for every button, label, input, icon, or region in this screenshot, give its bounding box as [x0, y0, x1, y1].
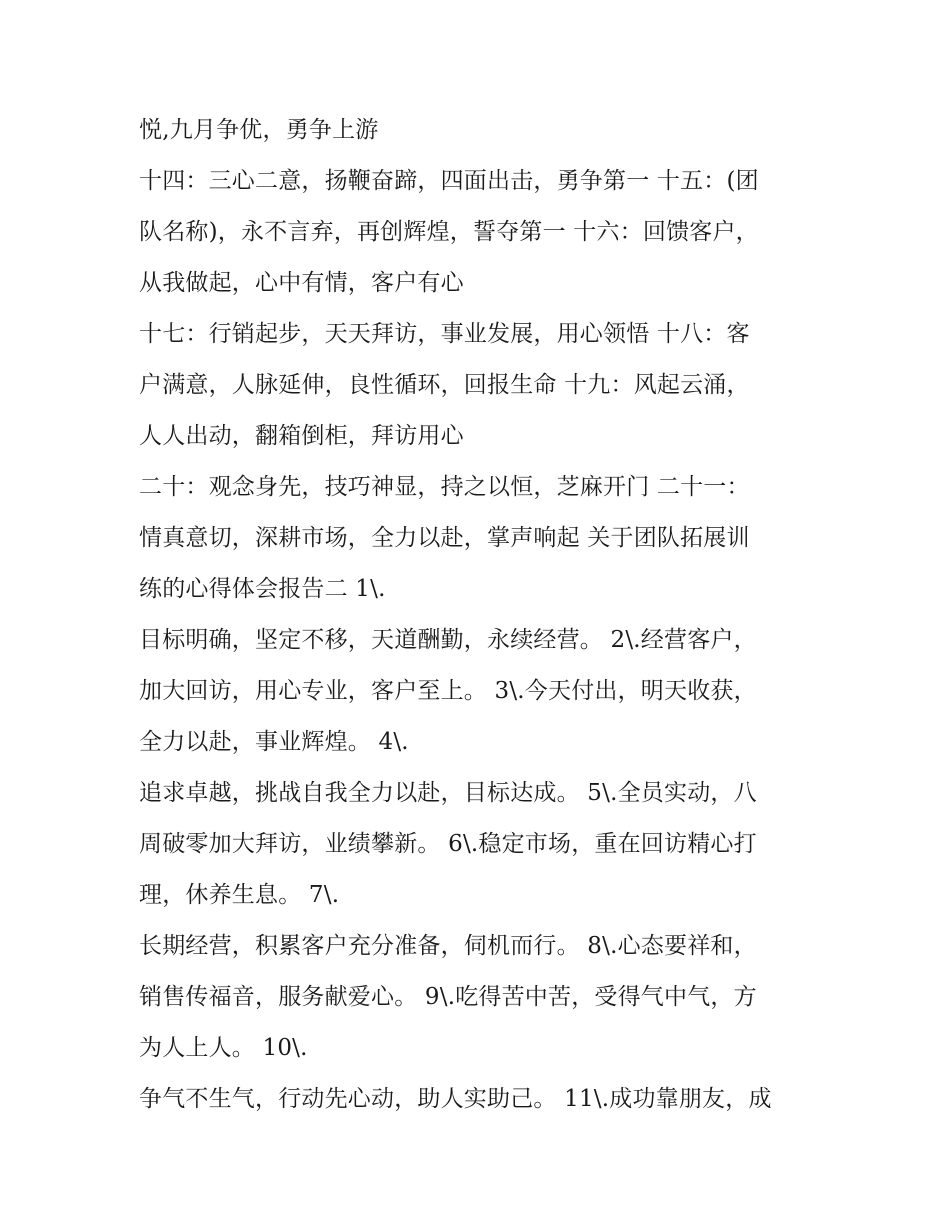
text-line: 追求卓越，挑战自我全力以赴，目标达成。 5\.全员实动，八 [139, 780, 757, 806]
text-line: 户满意，人脉延伸，良性循环，回报生命 十九：风起云涌， [139, 372, 750, 398]
text-line: 目标明确，坚定不移，天道酬勤，永续经营。 2\.经营客户， [139, 627, 757, 653]
text-line: 销售传福音，服务献爱心。 9\.吃得苦中苦，受得气中气，方 [139, 984, 757, 1010]
document-body [139, 108, 819, 1128]
text-line: 练的心得体会报告二 1\. [139, 576, 386, 602]
text-line: 十七：行销起步，天天拜访，事业发展，用心领悟 十八：客 [139, 321, 750, 347]
text-line: 队名称)，永不言弃，再创辉煌，誓夺第一 十六：回馈客户， [139, 219, 759, 245]
text-line: 理，休养生息。 7\. [139, 882, 340, 908]
text-line: 为人上人。 10\. [139, 1035, 308, 1061]
text-line: 从我做起，心中有情，客户有心 [139, 270, 464, 296]
text-line: 人人出动，翻箱倒柜，拜访用心 [139, 423, 464, 449]
text-line: 悦,九月争优，勇争上游 [139, 117, 379, 143]
text-line: 长期经营，积累客户充分准备，伺机而行。 8\.心态要祥和， [139, 933, 757, 959]
text-line: 情真意切，深耕市场，全力以赴，掌声响起 关于团队拓展训 [139, 525, 750, 551]
text-line: 十四：三心二意，扬鞭奋蹄，四面出击，勇争第一 十五：(团 [139, 168, 759, 194]
text-line: 二十：观念身先，技巧神显，持之以恒，芝麻开门 二十一： [139, 474, 750, 500]
text-line: 周破零加大拜访，业绩攀新。 6\.稳定市场，重在回访精心打 [139, 831, 757, 857]
text-line: 全力以赴，事业辉煌。 4\. [139, 729, 409, 755]
text-line: 加大回访，用心专业，客户至上。 3\.今天付出，明天收获， [139, 678, 757, 704]
text-line: 争气不生气，行动先心动，助人实助己。 11\.成功靠朋友，成 [139, 1086, 772, 1112]
